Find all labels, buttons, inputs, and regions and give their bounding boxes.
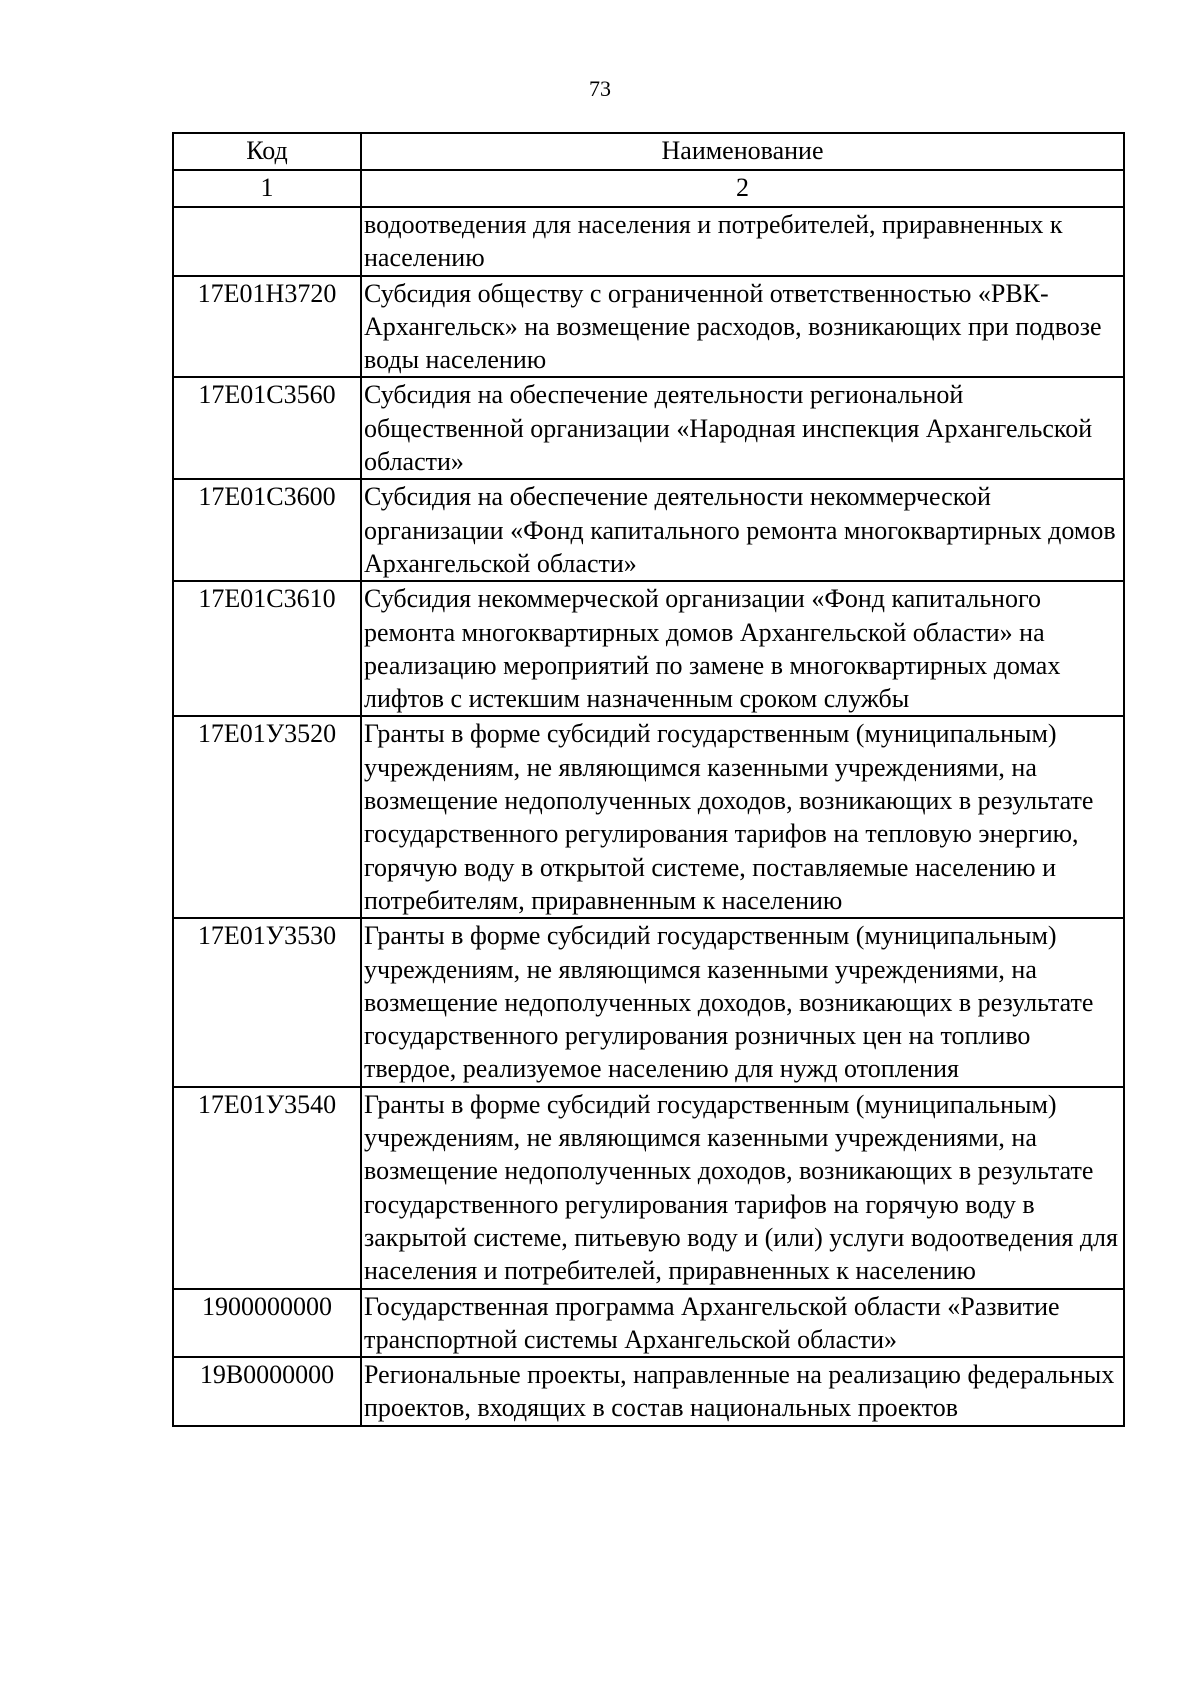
row-name: Гранты в форме субсидий государственным (муниципальным) учреждениям, не являющимся казенными учреждениями, на возмещение недополученных доходов, возникающих в результате государственного регулирования тарифов на горячую воду в закрытой системе, питьевую воду и (или) услуги водоотведения для населения и потребителей, приравненных к населению [361,1087,1124,1289]
row-code: 19В0000000 [173,1357,361,1426]
table-row [173,918,1124,1086]
row-code [173,207,361,276]
table-row [173,581,1124,716]
row-code: 17Е01У3520 [173,716,361,918]
row-code: 17Е01С3610 [173,581,361,716]
row-code: 17Е01У3530 [173,918,361,1086]
row-name: Региональные проекты, направленные на реализацию федеральных проектов, входящих в состав национальных проектов [361,1357,1124,1426]
row-name: Субсидия на обеспечение деятельности региональной общественной организации «Народная инспекция Архангельской области» [361,377,1124,479]
table-row [173,276,1124,378]
table-row [173,207,1124,276]
row-name: Гранты в форме субсидий государственным (муниципальным) учреждениям, не являющимся казенными учреждениями, на возмещение недополученных доходов, возникающих в результате государственного регулирования тарифов на тепловую энергию, горячую воду в открытой системе, поставляемые населению и потребителям, приравненным к населению [361,716,1124,918]
table-row [173,1087,1124,1289]
row-name: Субсидия некоммерческой организации «Фонд капитального ремонта многоквартирных домов Архангельской области» на реализацию мероприятий по замене в многоквартирных домах лифтов с истекшим назначенным сроком службы [361,581,1124,716]
table-row [173,1289,1124,1358]
budget-codes-table [172,132,1125,1427]
row-name: Субсидия на обеспечение деятельности некоммерческой организации «Фонд капитального ремонта многоквартирных домов Архангельской области» [361,479,1124,581]
table-row [173,377,1124,479]
header-row [173,133,1124,170]
row-name: водоотведения для населения и потребителей, приравненных к населению [361,207,1124,276]
row-code: 17Е01С3600 [173,479,361,581]
table-row [173,716,1124,918]
table-body [173,207,1124,1426]
column-number-2: 2 [361,170,1124,207]
row-name: Субсидия обществу с ограниченной ответственностью «РВК-Архангельск» на возмещение расходов, возникающих при подвозе воды населению [361,276,1124,378]
page-number: 73 [589,76,611,101]
row-code: 17Е01С3560 [173,377,361,479]
row-code: 1900000000 [173,1289,361,1358]
column-number-1: 1 [173,170,361,207]
table-header [173,133,1124,207]
column-number-row [173,170,1124,207]
header-name: Наименование [361,133,1124,170]
row-code: 17Е01У3540 [173,1087,361,1289]
row-name: Гранты в форме субсидий государственным (муниципальным) учреждениям, не являющимся казенными учреждениями, на возмещение недополученных доходов, возникающих в результате государственного регулирования розничных цен на топливо твердое, реализуемое населению для нужд отопления [361,918,1124,1086]
table-row [173,479,1124,581]
table-row [173,1357,1124,1426]
row-name: Государственная программа Архангельской области «Развитие транспортной системы Архангельской области» [361,1289,1124,1358]
row-code: 17Е01Н3720 [173,276,361,378]
header-code: Код [173,133,361,170]
